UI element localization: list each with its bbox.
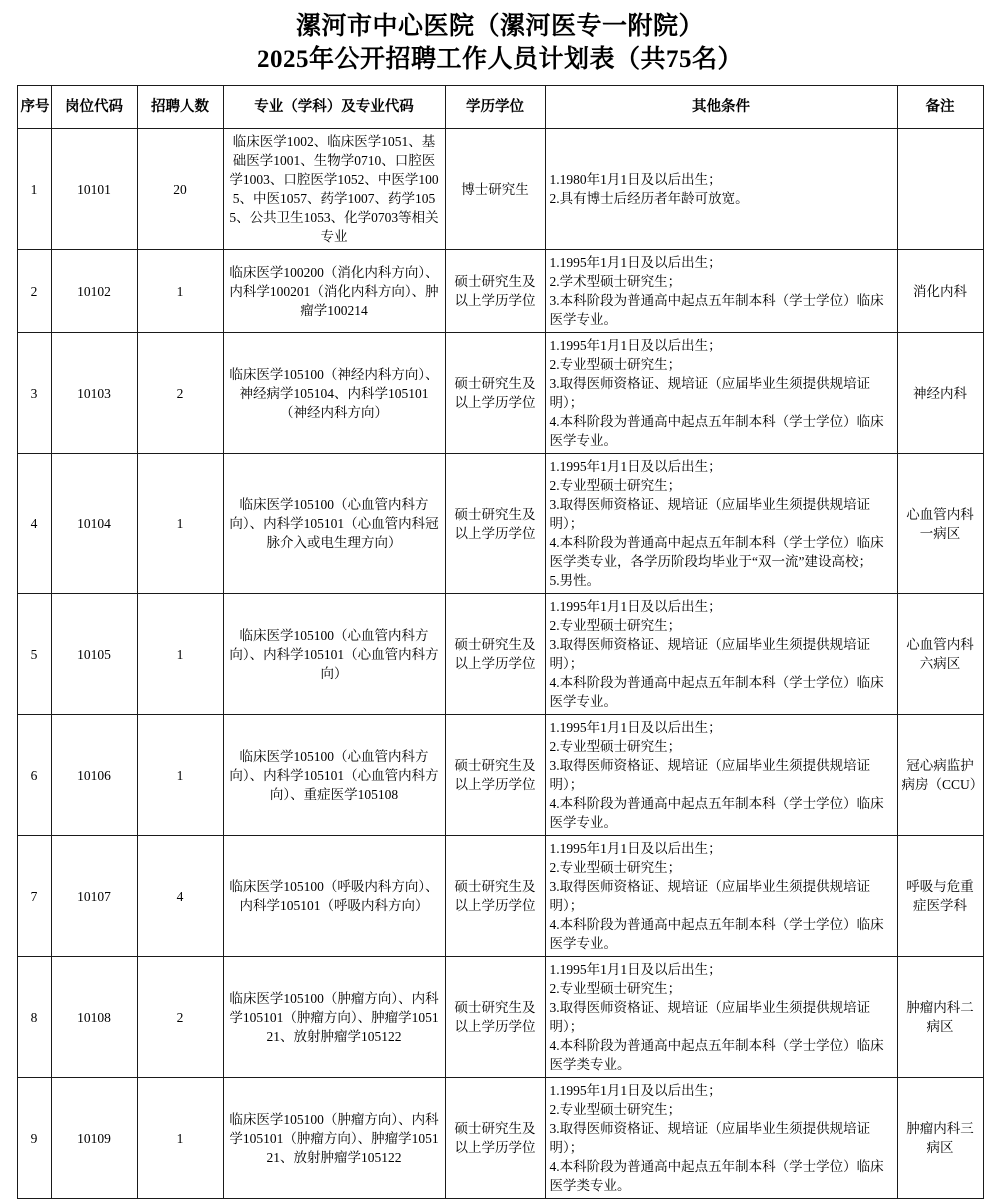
condition-line: 4.本科阶段为普通高中起点五年制本科（学士学位）临床医学类专业，各学历阶段均毕业于“双一流”建设高校； bbox=[549, 535, 884, 569]
cell-count: 1 bbox=[137, 250, 223, 333]
cell-remark: 消化内科 bbox=[897, 250, 983, 333]
cell-code: 10109 bbox=[51, 1078, 137, 1199]
cell-other-conditions bbox=[545, 715, 897, 836]
cell-major: 临床医学105100（肿瘤方向）、内科学105101（肿瘤方向）、肿瘤学105121、放射肿瘤学105122 bbox=[223, 1078, 445, 1199]
condition-line: 5.男性。 bbox=[549, 573, 601, 588]
cell-major: 临床医学105100（心血管内科方向）、内科学105101（心血管内科方向） bbox=[223, 594, 445, 715]
cell-remark: 肿瘤内科三病区 bbox=[897, 1078, 983, 1199]
cell-remark: 冠心病监护病房（CCU） bbox=[897, 715, 983, 836]
cell-seq: 3 bbox=[17, 333, 51, 454]
title-line-2: 2025年公开招聘工作人员计划表（共75名） bbox=[256, 46, 743, 73]
cell-code: 10101 bbox=[51, 129, 137, 250]
condition-line: 2.专业型硕士研究生； bbox=[549, 357, 682, 372]
condition-line: 1.1995年1月1日及以后出生； bbox=[549, 338, 722, 353]
cell-code: 10107 bbox=[51, 836, 137, 957]
condition-line: 3.本科阶段为普通高中起点五年制本科（学士学位）临床医学专业。 bbox=[549, 293, 884, 327]
column-header-count: 招聘人数 bbox=[137, 86, 223, 129]
cell-other-conditions bbox=[545, 454, 897, 594]
cell-remark: 心血管内科六病区 bbox=[897, 594, 983, 715]
condition-line: 3.取得医师资格证、规培证（应届毕业生须提供规培证明）； bbox=[549, 497, 871, 531]
cell-seq: 7 bbox=[17, 836, 51, 957]
recruitment-plan-table bbox=[17, 85, 984, 1199]
cell-count: 2 bbox=[137, 333, 223, 454]
column-header-remark: 备注 bbox=[897, 86, 983, 129]
cell-remark: 神经内科 bbox=[897, 333, 983, 454]
table-body bbox=[17, 129, 983, 1199]
condition-line: 3.取得医师资格证、规培证（应届毕业生须提供规培证明）； bbox=[549, 376, 871, 410]
cell-count: 1 bbox=[137, 454, 223, 594]
condition-line: 3.取得医师资格证、规培证（应届毕业生须提供规培证明）； bbox=[549, 1000, 871, 1034]
cell-major: 临床医学1002、临床医学1051、基础医学1001、生物学0710、口腔医学1003、口腔医学1052、中医学1005、中医1057、药学1007、药学1055、公共卫生1053、化学0703等相关专业 bbox=[223, 129, 445, 250]
condition-line: 2.具有博士后经历者年龄可放宽。 bbox=[549, 191, 749, 206]
condition-line: 1.1995年1月1日及以后出生； bbox=[549, 962, 722, 977]
cell-code: 10102 bbox=[51, 250, 137, 333]
cell-remark bbox=[897, 129, 983, 250]
table-row bbox=[17, 715, 983, 836]
cell-count: 1 bbox=[137, 594, 223, 715]
cell-seq: 6 bbox=[17, 715, 51, 836]
column-header-degree: 学历学位 bbox=[445, 86, 545, 129]
cell-seq: 1 bbox=[17, 129, 51, 250]
cell-seq: 9 bbox=[17, 1078, 51, 1199]
cell-count: 1 bbox=[137, 715, 223, 836]
column-header-seq: 序号 bbox=[17, 86, 51, 129]
cell-seq: 2 bbox=[17, 250, 51, 333]
cell-major: 临床医学105100（心血管内科方向）、内科学105101（心血管内科冠脉介入或电生理方向） bbox=[223, 454, 445, 594]
cell-other-conditions bbox=[545, 333, 897, 454]
cell-other-conditions bbox=[545, 1078, 897, 1199]
cell-other-conditions bbox=[545, 250, 897, 333]
cell-major: 临床医学105100（肿瘤方向）、内科学105101（肿瘤方向）、肿瘤学105121、放射肿瘤学105122 bbox=[223, 957, 445, 1078]
cell-remark: 呼吸与危重症医学科 bbox=[897, 836, 983, 957]
cell-major: 临床医学105100（神经内科方向）、神经病学105104、内科学105101（神经内科方向） bbox=[223, 333, 445, 454]
cell-count: 20 bbox=[137, 129, 223, 250]
table-row bbox=[17, 1078, 983, 1199]
table-row bbox=[17, 957, 983, 1078]
column-header-code: 岗位代码 bbox=[51, 86, 137, 129]
cell-degree: 硕士研究生及以上学历学位 bbox=[445, 333, 545, 454]
table-row bbox=[17, 594, 983, 715]
cell-major: 临床医学105100（呼吸内科方向）、内科学105101（呼吸内科方向） bbox=[223, 836, 445, 957]
cell-count: 4 bbox=[137, 836, 223, 957]
condition-line: 4.本科阶段为普通高中起点五年制本科（学士学位）临床医学类专业。 bbox=[549, 1159, 884, 1193]
cell-code: 10103 bbox=[51, 333, 137, 454]
cell-other-conditions bbox=[545, 594, 897, 715]
cell-degree: 硕士研究生及以上学历学位 bbox=[445, 836, 545, 957]
cell-degree: 硕士研究生及以上学历学位 bbox=[445, 250, 545, 333]
condition-line: 4.本科阶段为普通高中起点五年制本科（学士学位）临床医学专业。 bbox=[549, 675, 884, 709]
cell-other-conditions bbox=[545, 957, 897, 1078]
cell-degree: 硕士研究生及以上学历学位 bbox=[445, 594, 545, 715]
cell-seq: 4 bbox=[17, 454, 51, 594]
cell-degree: 硕士研究生及以上学历学位 bbox=[445, 454, 545, 594]
cell-degree: 硕士研究生及以上学历学位 bbox=[445, 957, 545, 1078]
condition-line: 2.专业型硕士研究生； bbox=[549, 860, 682, 875]
condition-line: 3.取得医师资格证、规培证（应届毕业生须提供规培证明）； bbox=[549, 879, 871, 913]
condition-line: 4.本科阶段为普通高中起点五年制本科（学士学位）临床医学专业。 bbox=[549, 414, 884, 448]
condition-line: 4.本科阶段为普通高中起点五年制本科（学士学位）临床医学类专业。 bbox=[549, 1038, 884, 1072]
condition-line: 2.专业型硕士研究生； bbox=[549, 618, 682, 633]
cell-degree: 硕士研究生及以上学历学位 bbox=[445, 1078, 545, 1199]
cell-remark: 肿瘤内科二病区 bbox=[897, 957, 983, 1078]
condition-line: 2.专业型硕士研究生； bbox=[549, 1102, 682, 1117]
condition-line: 3.取得医师资格证、规培证（应届毕业生须提供规培证明）； bbox=[549, 1121, 871, 1155]
cell-other-conditions bbox=[545, 129, 897, 250]
condition-line: 4.本科阶段为普通高中起点五年制本科（学士学位）临床医学专业。 bbox=[549, 917, 884, 951]
cell-degree: 博士研究生 bbox=[445, 129, 545, 250]
condition-line: 1.1995年1月1日及以后出生； bbox=[549, 1083, 722, 1098]
condition-line: 1.1995年1月1日及以后出生； bbox=[549, 720, 722, 735]
column-header-major: 专业（学科）及专业代码 bbox=[223, 86, 445, 129]
condition-line: 3.取得医师资格证、规培证（应届毕业生须提供规培证明）； bbox=[549, 637, 871, 671]
table-row bbox=[17, 333, 983, 454]
cell-code: 10106 bbox=[51, 715, 137, 836]
table-row bbox=[17, 250, 983, 333]
table-header bbox=[17, 86, 983, 129]
table-row bbox=[17, 129, 983, 250]
cell-other-conditions bbox=[545, 836, 897, 957]
condition-line: 2.专业型硕士研究生； bbox=[549, 478, 682, 493]
condition-line: 1.1995年1月1日及以后出生； bbox=[549, 841, 722, 856]
condition-line: 3.取得医师资格证、规培证（应届毕业生须提供规培证明）； bbox=[549, 758, 871, 792]
cell-code: 10105 bbox=[51, 594, 137, 715]
title-line-1: 漯河市中心医院（漯河医专一附院） bbox=[295, 13, 704, 40]
cell-count: 2 bbox=[137, 957, 223, 1078]
cell-major: 临床医学100200（消化内科方向）、内科学100201（消化内科方向）、肿瘤学100214 bbox=[223, 250, 445, 333]
condition-line: 2.专业型硕士研究生； bbox=[549, 981, 682, 996]
document-title bbox=[17, 0, 983, 85]
condition-line: 2.专业型硕士研究生； bbox=[549, 739, 682, 754]
column-header-other: 其他条件 bbox=[545, 86, 897, 129]
condition-line: 4.本科阶段为普通高中起点五年制本科（学士学位）临床医学专业。 bbox=[549, 796, 884, 830]
cell-seq: 8 bbox=[17, 957, 51, 1078]
condition-line: 1.1995年1月1日及以后出生； bbox=[549, 255, 722, 270]
condition-line: 2.学术型硕士研究生； bbox=[549, 274, 682, 289]
table-header-row bbox=[17, 86, 983, 129]
table-row bbox=[17, 454, 983, 594]
cell-code: 10108 bbox=[51, 957, 137, 1078]
cell-count: 1 bbox=[137, 1078, 223, 1199]
cell-remark: 心血管内科一病区 bbox=[897, 454, 983, 594]
cell-major: 临床医学105100（心血管内科方向）、内科学105101（心血管内科方向）、重症医学105108 bbox=[223, 715, 445, 836]
condition-line: 1.1995年1月1日及以后出生； bbox=[549, 459, 722, 474]
cell-seq: 5 bbox=[17, 594, 51, 715]
table-row bbox=[17, 836, 983, 957]
cell-code: 10104 bbox=[51, 454, 137, 594]
condition-line: 1.1980年1月1日及以后出生； bbox=[549, 172, 722, 187]
cell-degree: 硕士研究生及以上学历学位 bbox=[445, 715, 545, 836]
condition-line: 1.1995年1月1日及以后出生； bbox=[549, 599, 722, 614]
